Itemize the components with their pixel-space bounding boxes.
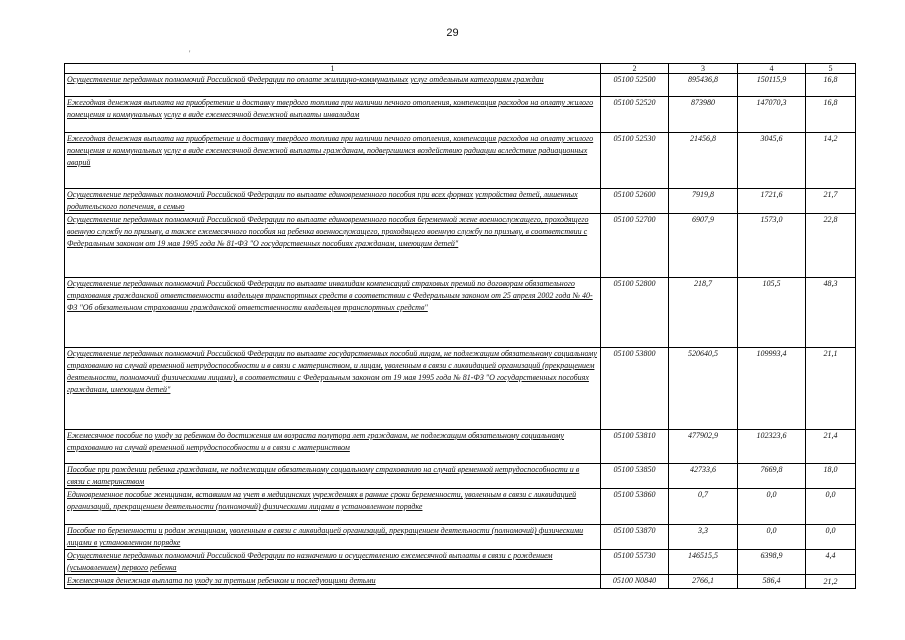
table-row (65, 97, 856, 133)
row-code: 05100 53870 (601, 525, 669, 550)
table-row (65, 489, 856, 525)
row-value-4: 105,5 (738, 278, 806, 348)
row-code: 05100 52700 (601, 214, 669, 278)
row-value-3: 0,7 (669, 489, 738, 525)
header-col-4: 4 (738, 64, 806, 74)
table-row (65, 430, 856, 464)
row-description: Пособие по беременности и родам женщинам, уволенным в связи с ликвидацией организаций, прекращением деятельности (полномочий) физическими лицами в установленном порядке (65, 525, 601, 550)
row-value-5: 21,1 (806, 348, 856, 430)
row-value-3: 6907,9 (669, 214, 738, 278)
row-value-4: 6398,9 (738, 550, 806, 575)
row-value-5: 4,4 (806, 550, 856, 575)
row-description: Единовременное пособие женщинам, вставшим на учет в медицинских учреждениях в ранние сроки беременности, уволенным в связи с ликвидацией организаций, прекращением деятельности (полномочий) физическими лицами в установленном порядке (65, 489, 601, 525)
row-value-5: 14,2 (806, 133, 856, 189)
row-value-4: 102323,6 (738, 430, 806, 464)
row-description: Осуществление переданных полномочий Российской Федерации по оплате жилищно-коммунальных услуг отдельным категориям граждан (65, 74, 601, 97)
header-col-2: 2 (601, 64, 669, 74)
row-value-3: 2766,1 (669, 575, 738, 589)
row-value-4: 1721,6 (738, 189, 806, 214)
row-code: 05100 52530 (601, 133, 669, 189)
row-value-5: 21,4 (806, 430, 856, 464)
table-row (65, 348, 856, 430)
row-value-5: 16,8 (806, 74, 856, 97)
table-row (65, 278, 856, 348)
row-description: Ежегодная денежная выплата на приобретение и доставку твердого топлива при наличии печного отопления, компенсация расходов на оплату жилого помещения и коммунальных услуг в виде ежемесячной денежной выплаты инвалидам (65, 97, 601, 133)
row-code: 05100 N0840 (601, 575, 669, 589)
page-number: 29 (446, 27, 459, 39)
header-row (65, 64, 856, 74)
row-value-3: 7919,8 (669, 189, 738, 214)
row-code: 05100 53860 (601, 489, 669, 525)
row-value-5: 0,0 (806, 525, 856, 550)
row-description: Осуществление переданных полномочий Российской Федерации по выплате инвалидам компенсаций страховых премий по договорам обязательного страхования гражданской ответственности владельцев транспортных средств в соответствии с Федеральным законом от 25 апреля 2002 года № 40-ФЗ "Об обязательном страховании гражданской ответственности владельцев транспортных средств" (65, 278, 601, 348)
row-value-3: 873980 (669, 97, 738, 133)
table-row (65, 189, 856, 214)
row-description: Осуществление переданных полномочий Российской Федерации по выплате единовременного пособия беременной жене военнослужащего, проходящего военную службу по призыву, а также ежемесячного пособия на ребенка военнослужащего, проходящего военную службу по призыву, в соответствии с Федеральным законом от 19 мая 1995 года № 81-ФЗ "О государственных пособиях гражданам, имеющим детей" (65, 214, 601, 278)
table-row (65, 464, 856, 489)
row-value-4: 3045,6 (738, 133, 806, 189)
table-row (65, 575, 856, 589)
row-value-3: 218,7 (669, 278, 738, 348)
row-code: 05100 53800 (601, 348, 669, 430)
header-col-5: 5 (806, 64, 856, 74)
row-description: Ежемесячная денежная выплата по уходу за третьим ребенком и последующими детьми (65, 575, 601, 589)
table-row (65, 214, 856, 278)
header-col-1: 1 (65, 64, 601, 74)
row-value-3: 477902,9 (669, 430, 738, 464)
row-code: 05100 52520 (601, 97, 669, 133)
row-value-4: 109993,4 (738, 348, 806, 430)
budget-table (64, 63, 856, 589)
row-value-4: 0,0 (738, 489, 806, 525)
row-value-5: 21,2 (806, 575, 856, 589)
row-code: 05100 52500 (601, 74, 669, 97)
row-code: 05100 55730 (601, 550, 669, 575)
row-description: Ежемесячное пособие по уходу за ребенком до достижения им возраста полутора лет гражданам, не подлежащим обязательному социальному страхованию на случай временной нетрудоспособности и в связи с материнством (65, 430, 601, 464)
row-value-4: 150115,9 (738, 74, 806, 97)
row-value-5: 22,8 (806, 214, 856, 278)
row-value-3: 895436,8 (669, 74, 738, 97)
row-description: Осуществление переданных полномочий Российской Федерации по назначению и осуществлению ежемесячной выплаты в связи с рождением (усыновлением) первого ребенка (65, 550, 601, 575)
row-value-4: 0,0 (738, 525, 806, 550)
table-row (65, 525, 856, 550)
row-description: Осуществление переданных полномочий Российской Федерации по выплате государственных пособий лицам, не подлежащим обязательному социальному страхованию на случай временной нетрудоспособности и в связи с материнством, и лицам, уволенным в связи с ликвидацией организаций (прекращением деятельности, полномочий физическими лицами), в соответствии с Федеральным законом от 19 мая 1995 года № 81-ФЗ "О государственных пособиях гражданам, имеющим детей" (65, 348, 601, 430)
row-value-3: 520640,5 (669, 348, 738, 430)
row-value-4: 7669,8 (738, 464, 806, 489)
row-value-5: 18,0 (806, 464, 856, 489)
row-value-4: 147070,3 (738, 97, 806, 133)
header-col-3: 3 (669, 64, 738, 74)
row-value-3: 21456,8 (669, 133, 738, 189)
row-code: 05100 53810 (601, 430, 669, 464)
row-value-5: 21,7 (806, 189, 856, 214)
table-row (65, 74, 856, 97)
row-value-3: 42733,6 (669, 464, 738, 489)
row-value-4: 1573,0 (738, 214, 806, 278)
row-code: 05100 52800 (601, 278, 669, 348)
stray-mark: ' (189, 49, 191, 58)
row-description: Ежегодная денежная выплата на приобретение и доставку твердого топлива при наличии печного отопления, компенсация расходов на оплату жилого помещения и коммунальных услуг в виде ежемесячной денежной выплаты гражданам, подвергшимся воздействию радиации вследствие радиационных аварий (65, 133, 601, 189)
table-row (65, 133, 856, 189)
row-value-5: 0,0 (806, 489, 856, 525)
row-description: Осуществление переданных полномочий Российской Федерации по выплате единовременного пособия при всех формах устройства детей, лишенных родительского попечения, в семью (65, 189, 601, 214)
row-code: 05100 53850 (601, 464, 669, 489)
row-description: Пособие при рождении ребенка гражданам, не подлежащим обязательному социальному страхованию на случай временной нетрудоспособности и в связи с материнством (65, 464, 601, 489)
row-code: 05100 52600 (601, 189, 669, 214)
row-value-3: 3,3 (669, 525, 738, 550)
row-value-4: 586,4 (738, 575, 806, 589)
row-value-3: 146515,5 (669, 550, 738, 575)
row-value-5: 16,8 (806, 97, 856, 133)
table-row (65, 550, 856, 575)
row-value-5: 48,3 (806, 278, 856, 348)
